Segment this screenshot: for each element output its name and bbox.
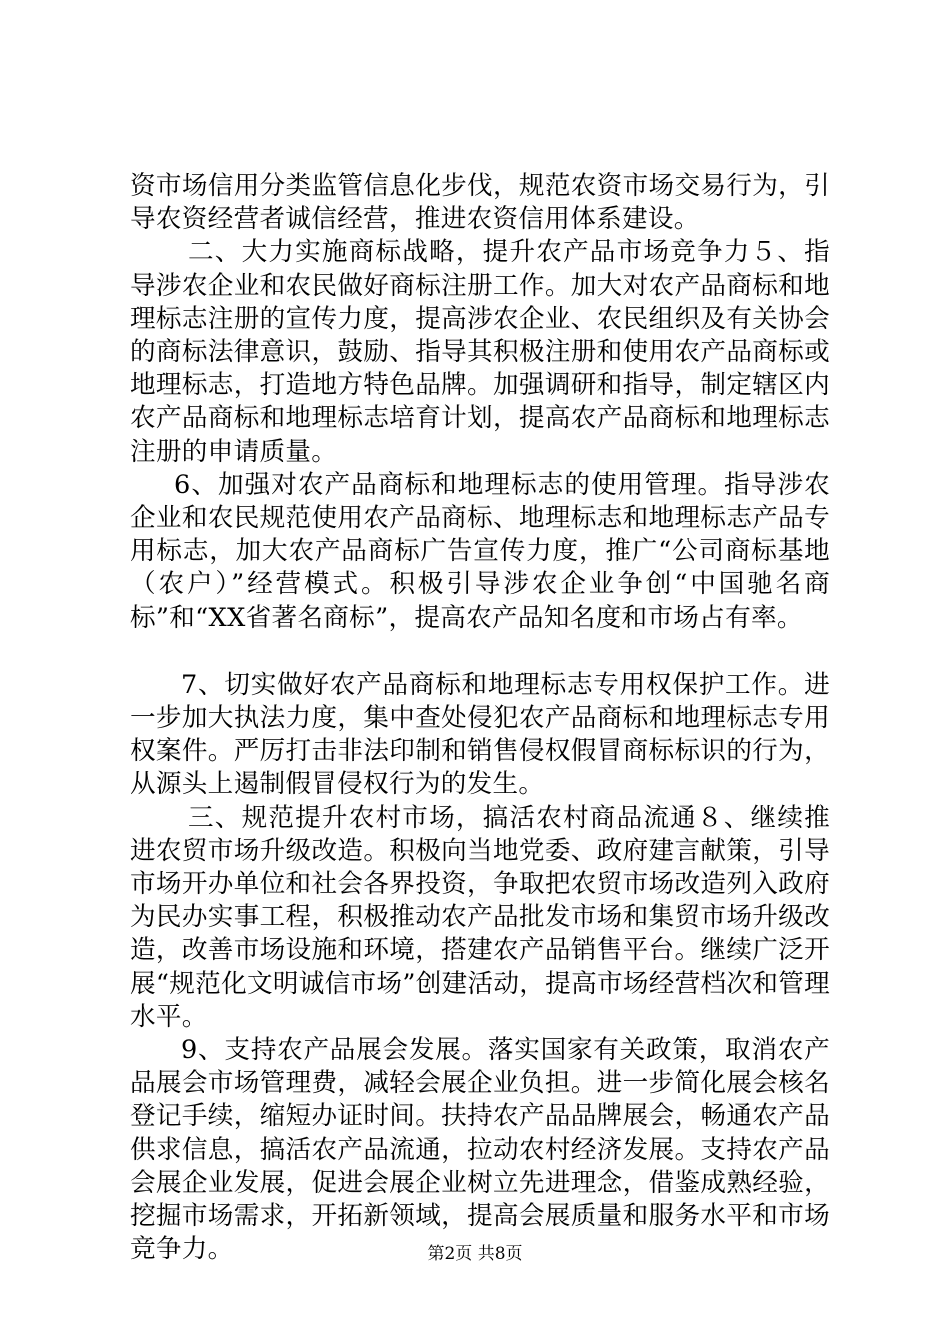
page-indicator: 第2页 共8页 (427, 1244, 523, 1264)
paragraph-gap (130, 635, 830, 669)
paragraph-3: 6、加强对农产品商标和地理标志的使用管理。指导涉农企业和农民规范使用农产品商标、地理标志和地理标志产品专用标志，加大农产品商标广告宣传力度，推广“公司商标基地（农户）”经营模式。积极引导涉农企业争创“中国驰名商标”和“XX省著名商标”，提高农产品知名度和市场占有率。 (130, 469, 830, 633)
paragraph-4: 7、切实做好农产品商标和地理标志专用权保护工作。进一步加大执法力度，集中查处侵犯农产品商标和地理标志专用权案件。严厉打击非法印制和销售侵权假冒商标标识的行为，从源头上遏制假冒侵权行为的发生。 (130, 669, 830, 800)
document-body (130, 170, 830, 1267)
paragraph-6: 9、支持农产品展会发展。落实国家有关政策，取消农产品展会市场管理费，减轻会展企业负担。进一步简化展会核名登记手续，缩短办证时间。扶持农产品品牌展会，畅通农产品供求信息，搞活农产品流通，拉动农村经济发展。支持农产品会展企业发展，促进会展企业树立先进理念，借鉴成熟经验，挖掘市场需求，开拓新领域，提高会展质量和服务水平和市场竞争力。 (130, 1035, 830, 1265)
paragraph-5: 三、规范提升农村市场，搞活农村商品流通８、继续推进农贸市场升级改造。积极向当地党委、政府建言献策，引导市场开办单位和社会各界投资，争取把农贸市场改造列入政府为民办实事工程，积极推动农产品批发市场和集贸市场升级改造，改善市场设施和环境，搭建农产品销售平台。继续广泛开展“规范化文明诚信市场”创建活动，提高市场经营档次和管理水平。 (130, 802, 831, 1032)
paragraph-1: 资市场信用分类监管信息化步伐，规范农资市场交易行为，引导农资经营者诚信经营，推进农资信用体系建设。 (130, 171, 830, 235)
paragraph-2: 二、大力实施商标战略，提升农产品市场竞争力５、指导涉农企业和农民做好商标注册工作。加大对农产品商标和地理标志注册的宣传力度，提高涉农企业、农民组织及有关协会的商标法律意识，鼓励、指导其积极注册和使用农产品商标或地理标志，打造地方特色品牌。加强调研和指导，制定辖区内农产品商标和地理标志培育计划，提高农产品商标和地理标志注册的申请质量。 (130, 237, 830, 467)
